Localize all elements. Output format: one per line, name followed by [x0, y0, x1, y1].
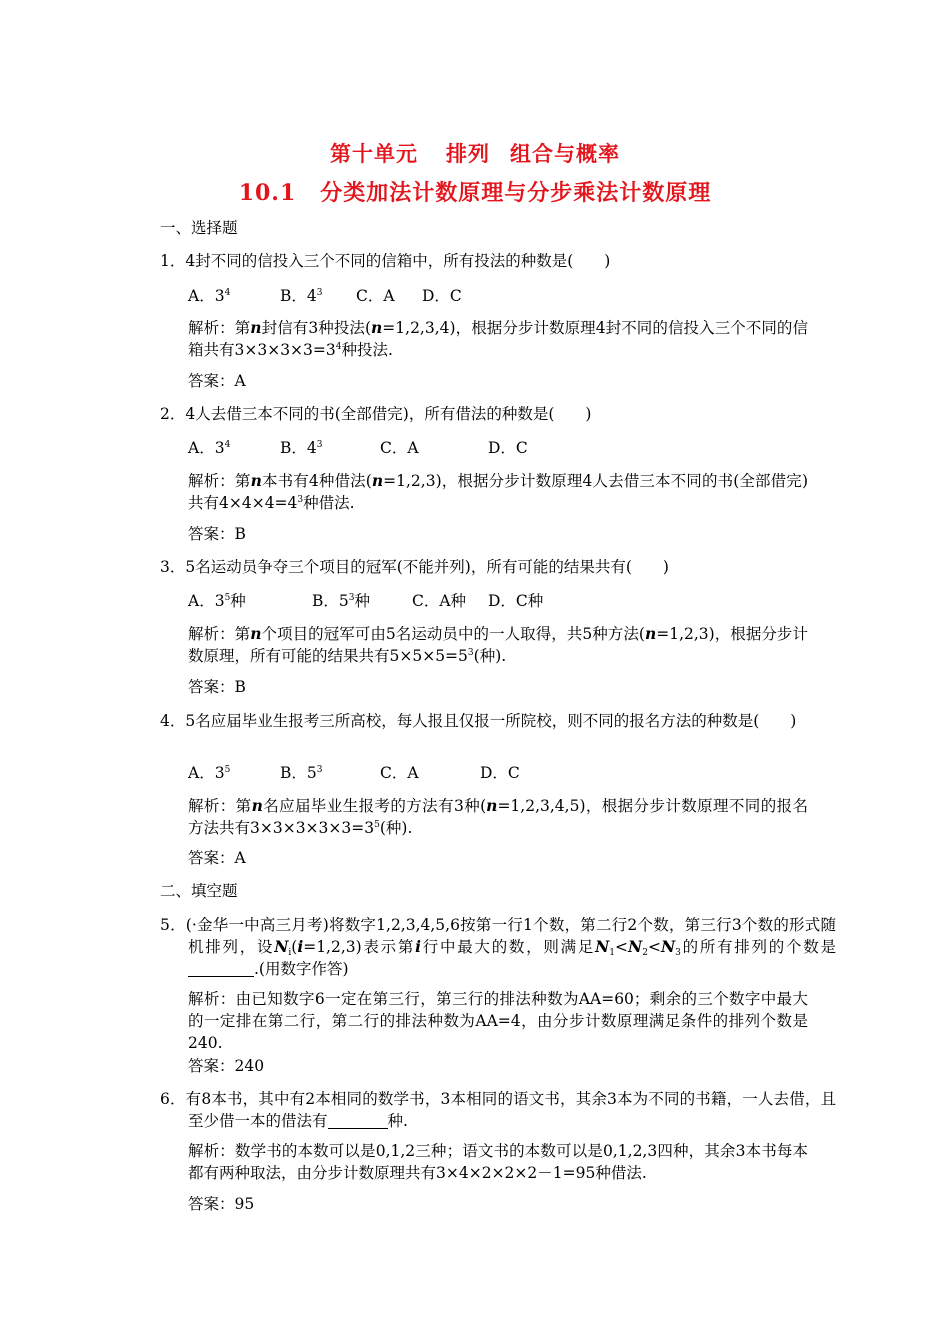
q6-answer-blank	[328, 1112, 388, 1129]
unit-topic-b: 组合与概率	[510, 141, 620, 166]
q6-stem: 6．有8本书，其中有2本相同的数学书，3本相同的语文书，其余3本为不同的书籍，一人去借，且至少借一本的借法有 种.	[160, 1090, 836, 1130]
section-title	[0, 176, 950, 207]
unit-title	[0, 138, 950, 168]
q2-answer: 答案：B	[188, 525, 246, 543]
q5-stem: 5．(·金华一中高三月考)将数字1,2,3,4,5,6按第一行1个数，第二行2个数，第三行3个数的形式随机排列，设$N_i(i=1,2,3)$表示第i行中最大的数，则满足$N_1<N_2<N_3$的所有排列的个数是.(用数字作答)	[160, 916, 836, 978]
unit-label: 第十单元	[330, 141, 418, 166]
section-heading: 分类加法计数原理与分步乘法计数原理	[320, 180, 712, 206]
q4-stem: 4．5名应届毕业生报考三所高校，每人报且仅报一所院校，则不同的报名方法的种数是( )	[160, 712, 797, 730]
q6-analysis: 解析：数学书的本数可以是0,1,2三种；语文书的本数可以是0,1,2,3四种，其余3本书每本都有两种取法，由分步计数原理共有3×4×2×2×2－1=95种借法.	[188, 1142, 808, 1182]
q4-options: A．$3^5$ B．$5^3$ C．A D．C	[188, 764, 520, 782]
q1-answer: 答案：A	[188, 372, 246, 390]
q1-option-c: C．A	[356, 287, 395, 305]
q1-options	[188, 286, 462, 306]
q1-option-a: A．$3^4$	[188, 287, 231, 305]
q4-analysis: 解析：第n名应届毕业生报考的方法有3种(n=1,2,3,4,5)，根据分步计数原理不同的报名方法共有$3\times 3\times 3\times 3\times 3=3^5$(种).	[188, 796, 808, 837]
q1-option-b: B．$4^3$	[280, 287, 323, 305]
section-fill-heading: 二、填空题	[160, 882, 238, 900]
q3-options: A．$3^5$种 B．$5^3$种 C．A种 D．C种	[188, 592, 544, 610]
q3-stem: 3．5名运动员争夺三个项目的冠军(不能并列)，所有可能的结果共有( )	[160, 558, 669, 576]
q5-answer: 答案：240	[188, 1057, 265, 1075]
q5-analysis: 解析：由已知数字6一定在第三行，第三行的排法种数为AA=60；剩余的三个数字中最大的一定排在第二行，第二行的排法种数为AA=4，由分步计数原理满足条件的排列个数是240.	[188, 990, 808, 1052]
q4-answer: 答案：A	[188, 849, 246, 867]
section-number: 10.1	[238, 180, 297, 206]
q2-options: A．$3^4$ B．$4^3$ C．A D．C	[188, 439, 528, 457]
q1-stem: 1．4封不同的信投入三个不同的信箱中，所有投法的种数是( )	[160, 252, 611, 270]
q1-option-d: D．C	[422, 287, 462, 305]
q1-analysis: 解析：第n封信有3种投法(n=1,2,3,4)，根据分步计数原理4封不同的信投入三个不同的信箱共有$3\times 3\times 3\times 3=3^4$种投法.	[188, 318, 808, 359]
section-choice-heading: 一、选择题	[160, 219, 238, 237]
unit-topic-a: 排列	[446, 141, 490, 166]
q3-analysis: 解析：第n个项目的冠军可由5名运动员中的一人取得，共5种方法(n=1,2,3)，根据分步计数原理，所有可能的结果共有$5\times 5\times 5=5^3$(种).	[188, 624, 808, 665]
q2-analysis: 解析：第n本书有4种借法(n=1,2,3)，根据分步计数原理4人去借三本不同的书(全部借完)共有$4\times 4\times 4=4^3$种借法.	[188, 471, 808, 512]
q3-answer: 答案：B	[188, 678, 246, 696]
q6-answer: 答案：95	[188, 1195, 255, 1213]
q2-stem: 2．4人去借三本不同的书(全部借完)，所有借法的种数是( )	[160, 405, 592, 423]
q5-answer-blank	[188, 960, 254, 977]
